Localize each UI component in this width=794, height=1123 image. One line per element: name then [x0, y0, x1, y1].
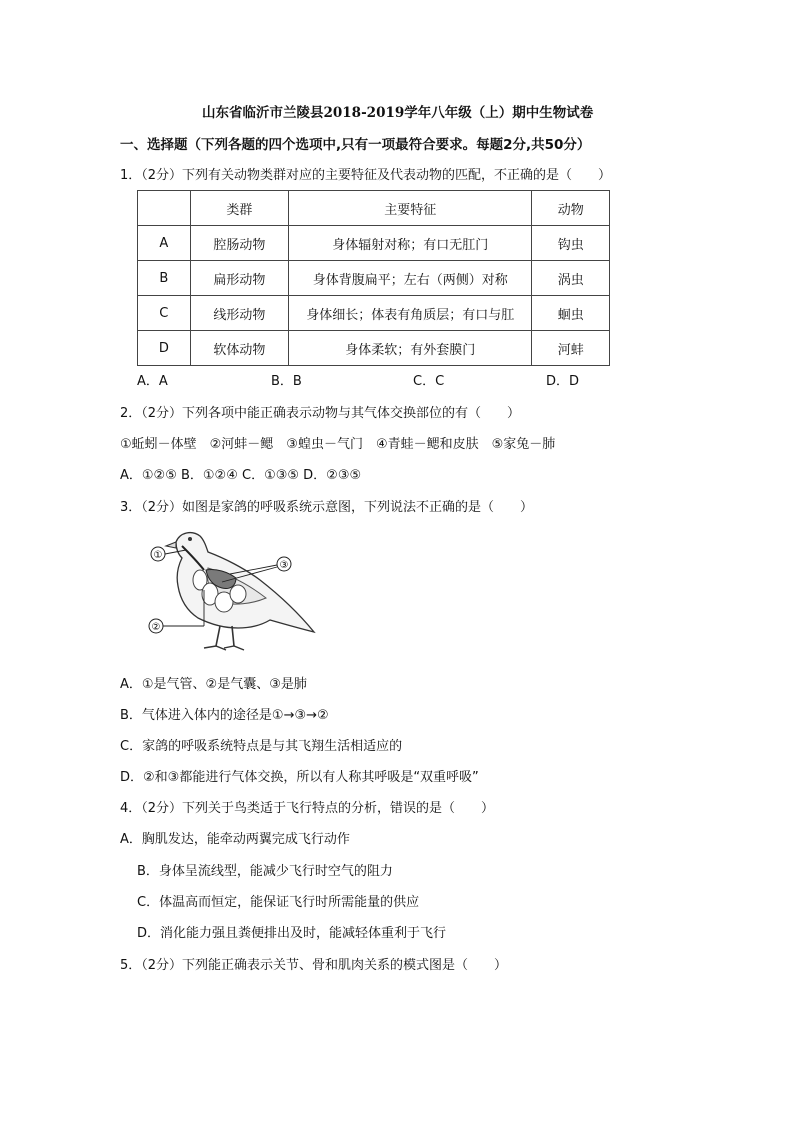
table-cell: 蛔虫 [532, 296, 610, 331]
table-cell: 钩虫 [532, 226, 610, 261]
table-row [138, 261, 610, 296]
q1-option-d[interactable]: D．D [546, 374, 580, 389]
label-3: ③ [279, 560, 289, 571]
q3-option-b[interactable]: B．气体进入体内的途径是①→③→② [120, 708, 329, 723]
table-cell: 身体细长；体表有角质层；有口与肛 [289, 296, 532, 331]
table-cell: 河蚌 [532, 331, 610, 366]
q1-option-c[interactable]: C．C [413, 374, 445, 389]
q5-stem: 5．（2分）下列能正确表示关节、骨和肌肉关系的模式图是（ ） [120, 958, 508, 973]
page-title: 山东省临沂市兰陵县2018-2019学年八年级（上）期中生物试卷 [202, 105, 594, 121]
table-row [138, 226, 610, 261]
q3-option-d[interactable]: D．②和③都能进行气体交换，所以有人称其呼吸是“双重呼吸” [120, 770, 479, 785]
section-heading: 一、选择题（下列各题的四个选项中,只有一项最符合要求。每题2分,共50分） [120, 137, 591, 153]
table-cell: D [138, 331, 191, 366]
q2-options[interactable]: A．①②⑤ B．①②④ C．①③⑤ D．②③⑤ [120, 468, 362, 483]
q4-option-a[interactable]: A．胸肌发达，能牵动两翼完成飞行动作 [120, 832, 350, 847]
q4-option-b[interactable]: B．身体呈流线型，能减少飞行时空气的阻力 [137, 864, 393, 879]
table-cell: 身体辐射对称；有口无肛门 [289, 226, 532, 261]
table-cell: 身体背腹扁平；左右（两侧）对称 [289, 261, 532, 296]
q4-option-d[interactable]: D．消化能力强且粪便排出及时，能减轻体重利于飞行 [137, 926, 447, 941]
table-row [138, 331, 610, 366]
table-header-cell [138, 191, 191, 226]
q1-stem: 1．（2分）下列有关动物类群对应的主要特征及代表动物的匹配，不正确的是（ ） [120, 168, 612, 183]
q3-stem: 3．（2分）如图是家鸽的呼吸系统示意图，下列说法不正确的是（ ） [120, 500, 534, 515]
label-1: ① [153, 550, 163, 561]
q3-option-c[interactable]: C．家鸽的呼吸系统特点是与其飞翔生活相适应的 [120, 739, 403, 754]
table-header-cell: 动物 [532, 191, 610, 226]
table-cell: A [138, 226, 191, 261]
q4-stem: 4．（2分）下列关于鸟类适于飞行特点的分析，错误的是（ ） [120, 801, 495, 816]
q1-table [137, 190, 610, 366]
table-header-row [138, 191, 610, 226]
table-cell: 扁形动物 [190, 261, 288, 296]
q4-option-c[interactable]: C．体温高而恒定，能保证飞行时所需能量的供应 [137, 895, 420, 910]
table-cell: B [138, 261, 191, 296]
q2-stem: 2．（2分）下列各项中能正确表示动物与其气体交换部位的有（ ） [120, 406, 521, 421]
table-cell: 软体动物 [190, 331, 288, 366]
table-cell: 腔肠动物 [190, 226, 288, 261]
q1-option-a[interactable]: A．A [137, 374, 168, 389]
table-header-cell: 主要特征 [289, 191, 532, 226]
q1-option-b[interactable]: B．B [271, 374, 302, 389]
table-header-cell: 类群 [190, 191, 288, 226]
table-cell: C [138, 296, 191, 331]
table-row [138, 296, 610, 331]
table-cell: 身体柔软；有外套膜门 [289, 331, 532, 366]
q3-option-a[interactable]: A．①是气管、②是气囊、③是肺 [120, 677, 307, 692]
pigeon-respiratory-diagram [148, 524, 318, 660]
label-2: ② [151, 622, 161, 633]
table-cell: 线形动物 [190, 296, 288, 331]
table-cell: 涡虫 [532, 261, 610, 296]
q2-items: ①蚯蚓－体壁 ②河蚌－鳃 ③蝗虫－气门 ④青蛙－鳃和皮肤 ⑤家兔－肺 [120, 437, 556, 452]
